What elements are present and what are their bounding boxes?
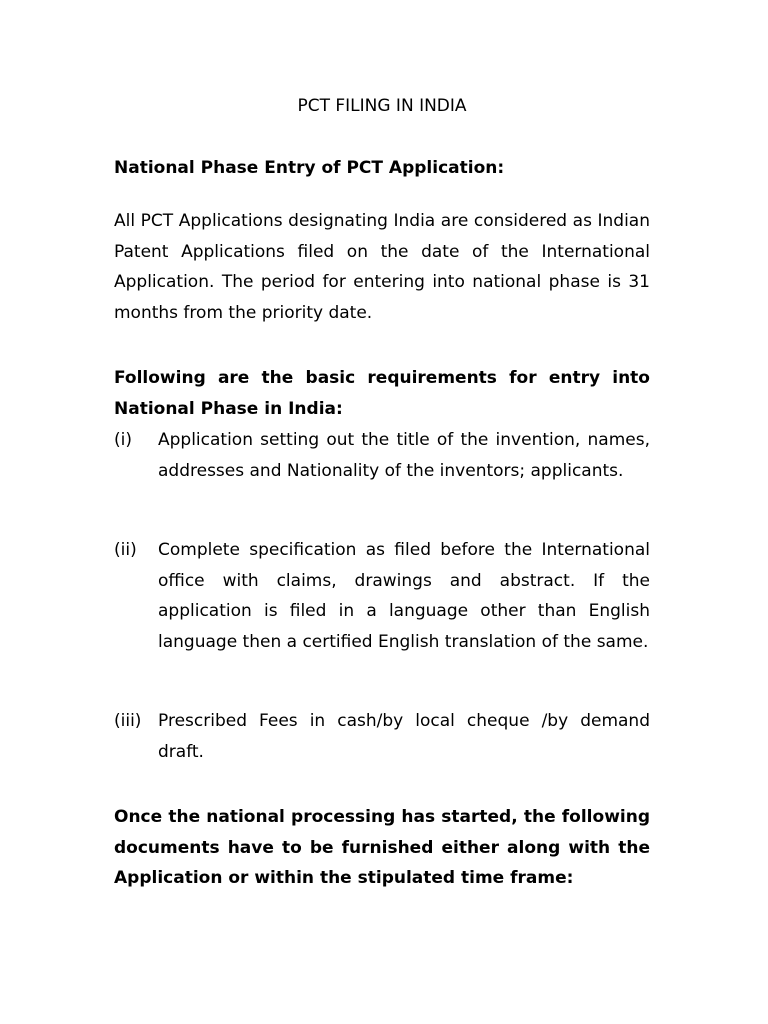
document-body — [114, 95, 650, 889]
requirements-heading: Following are the basic requirements for entry into National Phase in India: — [114, 368, 650, 419]
list-item-text: Complete specification as filed before the International office with claims, drawings and abstract. If the application is filed in a language other than English language then a certified English translation of the same. — [158, 540, 650, 652]
section-heading: National Phase Entry of PCT Application: — [114, 158, 505, 178]
intro-paragraph: All PCT Applications designating India are considered as Indian Patent Applications filed on the date of the International Application. The period for entering into national phase is 31 months from the priority date. — [114, 211, 650, 323]
closing-paragraph: Once the national processing has started, the following documents have to be furnished either along with the Application or within the stipulated time frame: — [114, 807, 650, 889]
list-item-number: (ii) — [114, 540, 137, 560]
list-item-number: (i) — [114, 430, 132, 450]
list-item — [114, 425, 650, 486]
list-item — [114, 535, 650, 657]
list-item-text: Prescribed Fees in cash/by local cheque /by demand draft. — [158, 711, 650, 762]
list-item — [114, 706, 650, 767]
list-item-text: Application setting out the title of the invention, names, addresses and Nationality of the inventors; applicants. — [158, 430, 650, 481]
list-item-number: (iii) — [114, 711, 142, 731]
document-title: PCT FILING IN INDIA — [297, 96, 467, 116]
